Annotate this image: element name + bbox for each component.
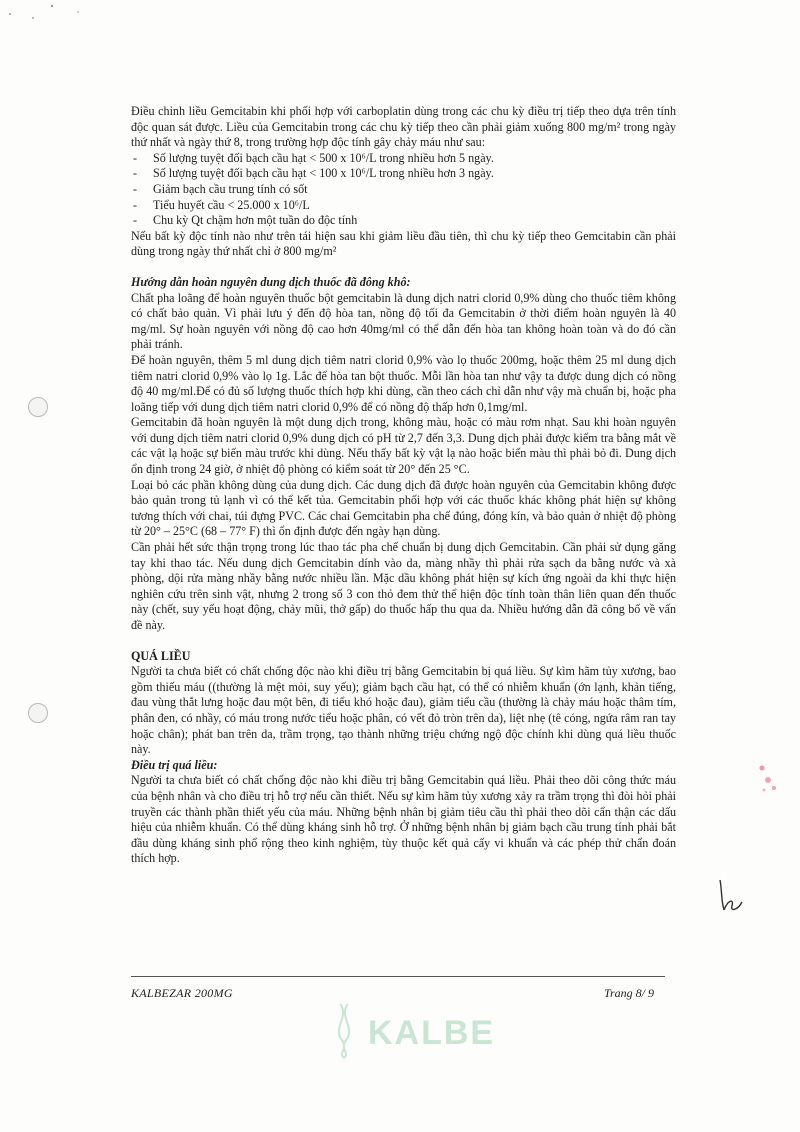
paragraph-overdose: Người ta chưa biết có chất chống độc nào khi điều trị bằng Gemcitabin bị quá liều. Sự kìm hãm tủy xương, bao gồm thiếu máu ((thường là mệt mỏi, suy yếu); giảm bạch cầu hạt, có thể có nhiễm khuẩn (ớn lạnh, khản tiếng, đau vùng thắt lưng hoặc đau một bên, đi tiểu khó hoặc đau), giảm tiểu cầu (thường là chảy máu hoặc thâm tím, phân đen, có nhầy, có máu trong nước tiểu hoặc phân, có vết đỏ tròn trên da), liệt nhẹ (tê cóng, ngứa râm ran tay hoặc chân); phát ban trên da, trầm trọng, tạo thành những triệu chứng ngộ độc chính khi dùng quá liều thuốc này.	[131, 664, 676, 757]
punch-hole-top	[28, 397, 48, 417]
heading-overdose-treatment: Điều trị quá liều:	[131, 757, 218, 772]
paragraph-diluent: Chất pha loãng để hoàn nguyên thuốc bột gemcitabin là dung dịch natri clorid 0,9% dùng cho thuốc tiêm không có chất bảo quản. Vì phải lưu ý đến độ hòa tan, nồng độ tối đa Gemcitabin ở thời điểm hoàn nguyên là 40 mg/ml. Sự hoàn nguyên với nồng độ cao hơn 40mg/ml có thể dẫn đến hòa tan không hoàn toàn và do đó cần phải tránh.	[131, 290, 676, 352]
list-item: - Tiểu huyết cầu < 25.000 x 10⁶/L	[131, 198, 676, 214]
paragraph-reconstitution-steps: Để hoàn nguyên, thêm 5 ml dung dịch tiêm natri clorid 0,9% vào lọ thuốc 200mg, hoặc thêm 25 ml dung dịch tiêm natri clorid 0,9% vào lọ 1g. Lắc để hòa tan bột thuốc. Mỗi lần hòa tan như vậy ta được dung dịch có nồng độ 40 mg/ml.Để có đủ số lượng thuốc thích hợp khi dùng, cần theo cách chỉ dẫn như vậy mà chuẩn bị, hoặc pha loãng tiếp với dung dịch tiêm natri clorid 0,9% để có nồng độ thấp hơn 0,1mg/ml.	[131, 352, 676, 414]
initials-signature	[712, 870, 746, 916]
list-item: - Số lượng tuyệt đối bạch cầu hạt < 500 x 10⁶/L trong nhiều hơn 5 ngày.	[131, 151, 676, 167]
stain-mark	[752, 760, 782, 800]
footer-product-name: KALBEZAR 200MG	[131, 986, 233, 1000]
watermark-text: KALBE	[368, 1014, 496, 1052]
footer-divider	[131, 976, 665, 977]
punch-hole-bottom	[28, 703, 48, 723]
paragraph-toxicity-recurrence: Nếu bất kỳ độc tính nào như trên tái hiện sau khi giảm liều đầu tiên, thì chu kỳ tiếp theo Gemcitabin cần phải dùng trong ngày thứ nhất chỉ ở 800 mg/m²	[131, 228, 676, 259]
footer-page-number: Trang 8/ 9	[604, 986, 655, 1000]
heading-reconstitution: Hướng dẫn hoàn nguyên dung dịch thuốc đã đông khô:	[131, 274, 411, 289]
scan-specks	[0, 0, 110, 60]
heading-overdose: QUÁ LIỀU	[131, 648, 191, 663]
list-item: - Chu kỳ Qt chậm hơn một tuần do độc tính	[131, 213, 676, 229]
list-item: - Số lượng tuyệt đối bạch cầu hạt < 100 x 10⁶/L trong nhiều hơn 3 ngày.	[131, 166, 676, 182]
paragraph-overdose-treatment: Người ta chưa biết có chất chống độc nào khi điều trị bằng Gemcitabin quá liều. Phải theo dõi công thức máu của bệnh nhân và cho điều trị hỗ trợ nếu cần thiết. Nếu sự kìm hãm tủy xương xảy ra trầm trọng thì đòi hỏi phải truyền các thành phần thiết yếu của máu. Những bệnh nhân bị giảm tiêu cầu thì phải theo dõi cẩn thận các dấu hiệu của nhiễm khuẩn. Có thể dùng kháng sinh hỗ trợ. Ở những bệnh nhân bị giảm bạch cầu trung tính phải bắt đầu dùng kháng sinh phổ rộng theo kinh nghiệm, tùy thuộc kết quả cấy vi khuẩn và các phép thử chẩn đoán thích hợp.	[131, 773, 676, 866]
paragraph-dose-adjustment: Điều chỉnh liều Gemcitabin khi phối hợp với carboplatin dùng trong các chu kỳ điều trị tiếp theo dựa trên tính độc quan sát được. Liều của Gemcitabin trong các chu kỳ tiếp theo cần phải giảm xuống 800 mg/m² trong ngày thứ nhất và ngày thứ 8, trong trường hợp độc tính gây chảy máu như sau:	[131, 104, 676, 150]
paragraph-handling-precautions: Cần phải hết sức thận trọng trong lúc thao tác pha chế chuẩn bị dung dịch Gemcitabin. Cần phải sử dụng găng tay khi thao tác. Nếu dung dịch Gemcitabin dính vào da, màng nhầy thì phải rửa sạch da bằng nước và xà phòng, dội rửa màng nhầy bằng nước nhiều lần. Mặc dầu không phát hiện sự kích ứng ngoài da khi thực hiện nghiên cứu trên sinh vật, nhưng 2 trong số 3 con thỏ đem thử thể hiện độc tính toàn thân liên quan đến thuốc này (chết, suy yếu hoạt động, chảy mũi, thở gấp) do thuốc hấp thu qua da. Nhiều hướng dẫn đã công bố về vấn đề này.	[131, 540, 676, 632]
paragraph-storage: Loại bỏ các phần không dùng của dung dịch. Các dung dịch đã được hoàn nguyên của Gemcitabin không được bảo quản trong tủ lạnh vì có thể kết tủa. Gemcitabin phối hợp với các thuốc khác không phát hiện sự không tương thích với chai, túi đựng PVC. Các chai Gemcitabin pha chế đúng, đóng kín, và bảo quản ở nhiệt độ phòng từ 20° – 25°C (68 – 77° F) thì ổn định được đến ngày hạn dùng.	[131, 477, 676, 539]
toxicity-criteria-list	[131, 151, 676, 229]
list-item: - Giảm bạch cầu trung tính có sốt	[131, 182, 676, 198]
paragraph-solution-properties: Gemcitabin đã hoàn nguyên là một dung dịch trong, không màu, hoặc có màu rơm nhạt. Sau khi hoàn nguyên với dung dịch tiêm natri clorid 0,9% dung dịch có pH từ 2,7 đến 3,3. Dung dịch phải được kiểm tra bằng mắt về các vật lạ hoặc sự biến màu trước khi dùng. Nếu thấy bất kỳ vật lạ nào hoặc biến màu thì phải bỏ đi. Dung dịch ổn định trong 24 giờ, ở nhiệt độ phòng có kiểm soát từ 20° đến 25 °C.	[131, 415, 676, 477]
document-body	[131, 104, 676, 867]
kalbe-watermark-logo	[328, 1000, 498, 1060]
